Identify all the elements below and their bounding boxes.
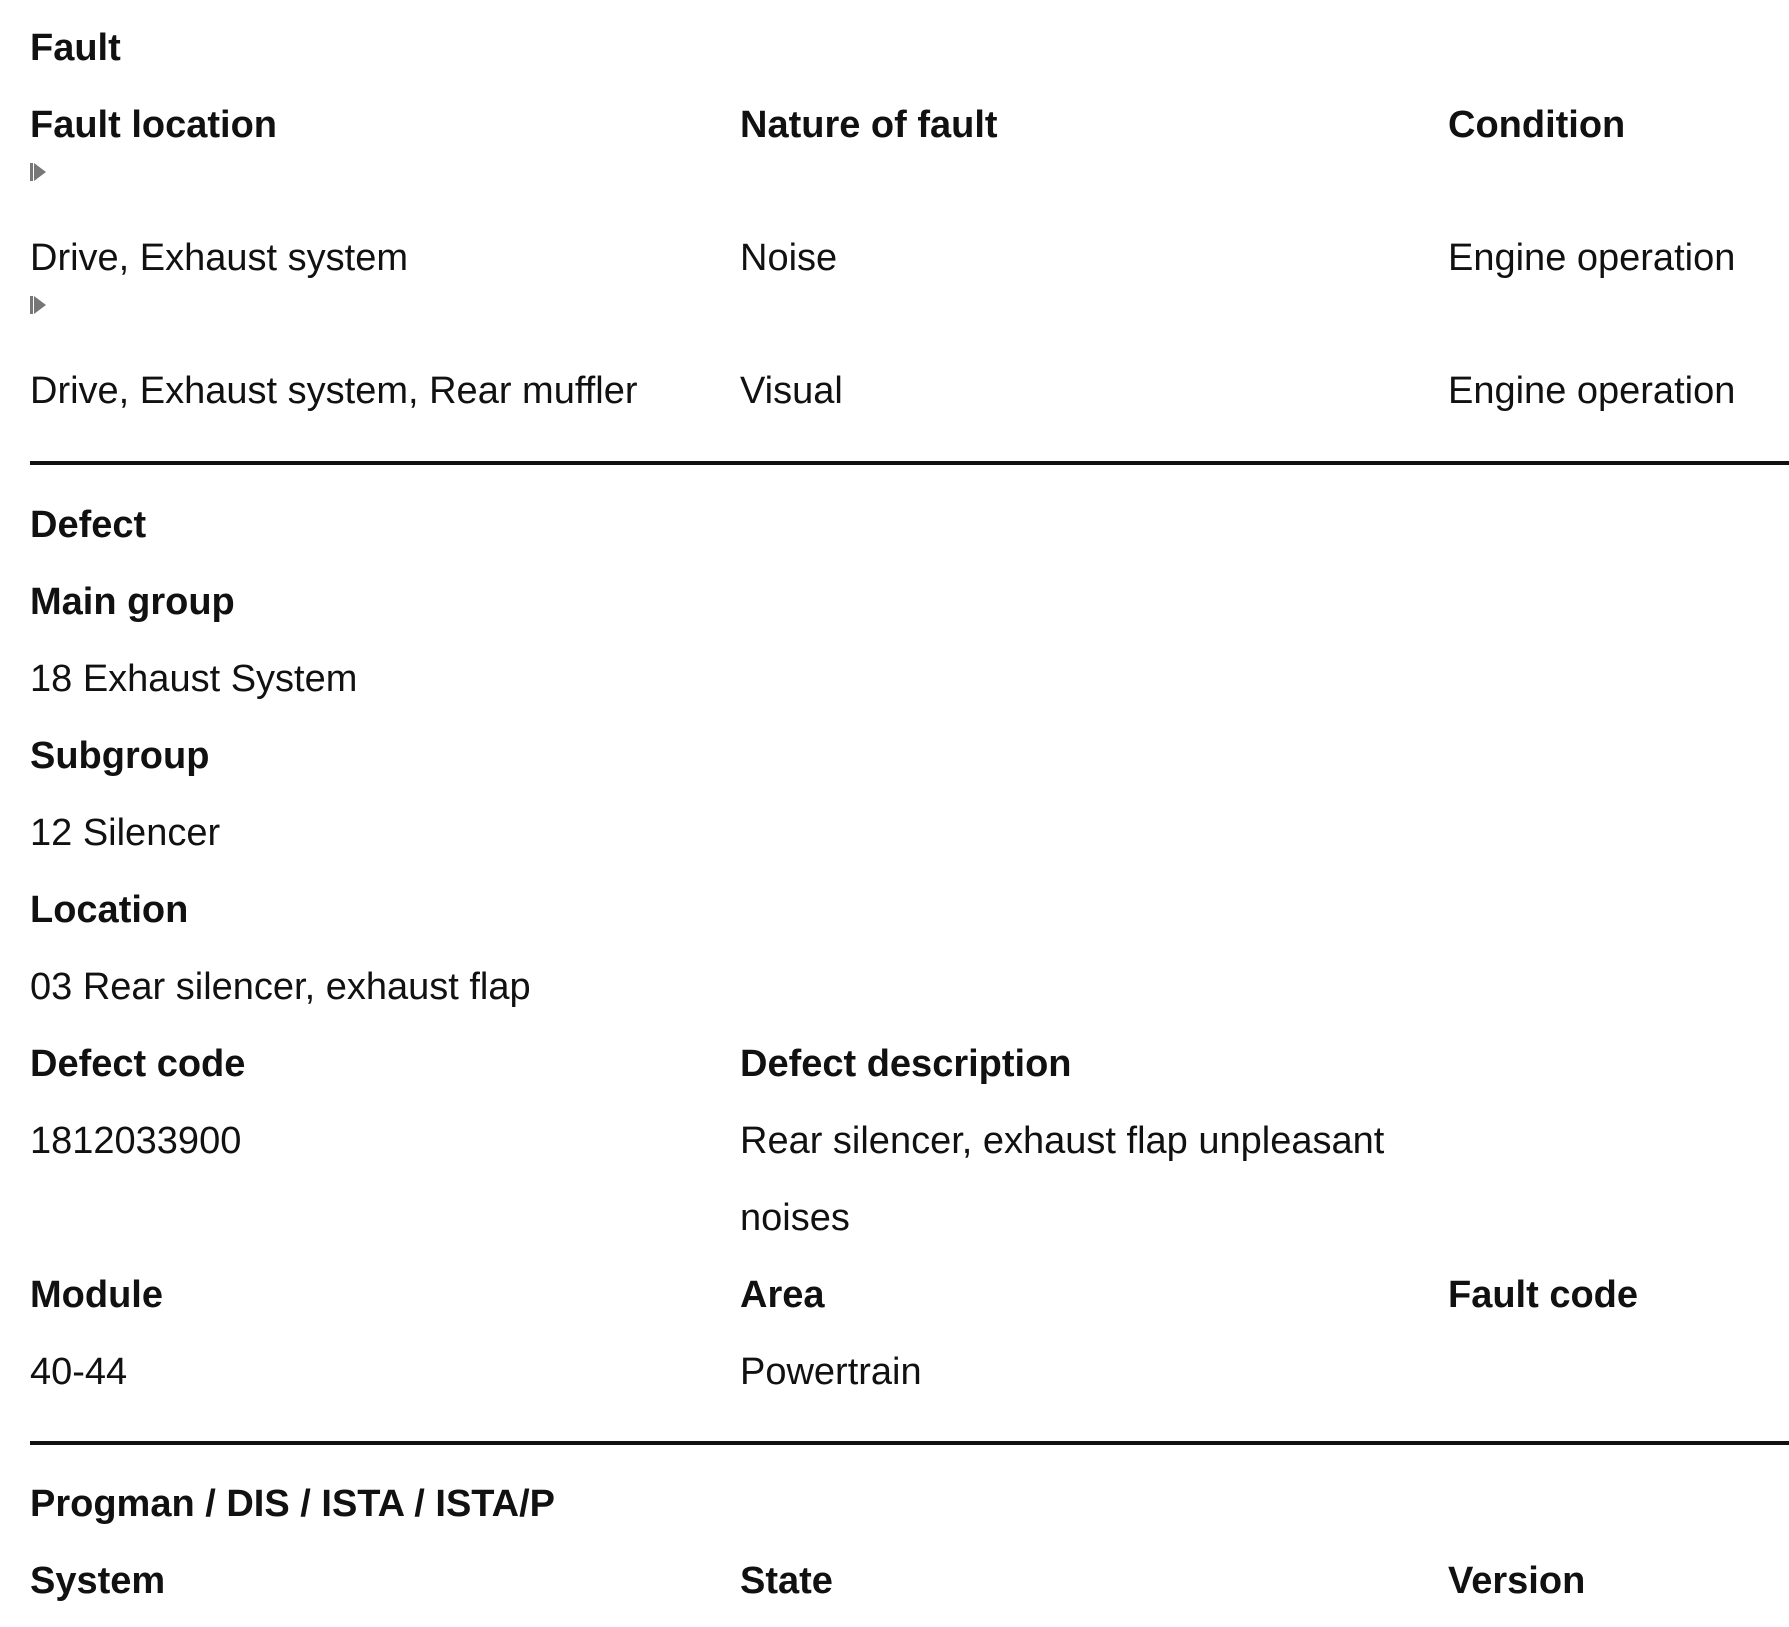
fault-row-2-nature: Visual xyxy=(740,370,843,412)
triangle-right-icon[interactable] xyxy=(34,296,46,314)
fault-section-title: Fault xyxy=(30,27,121,69)
defect-description-line-2: noises xyxy=(740,1197,850,1239)
location-value: 03 Rear silencer, exhaust flap xyxy=(30,966,531,1008)
subgroup-value: 12 Silencer xyxy=(30,812,221,854)
main-group-label: Main group xyxy=(30,581,235,623)
version-header: Version xyxy=(1448,1560,1586,1602)
section-divider xyxy=(30,461,1789,465)
condition-header: Condition xyxy=(1448,104,1626,146)
main-group-value: 18 Exhaust System xyxy=(30,658,358,700)
module-label: Module xyxy=(30,1274,163,1316)
fault-code-label: Fault code xyxy=(1448,1274,1639,1316)
defect-description-line-1: Rear silencer, exhaust flap unpleasant xyxy=(740,1120,1385,1162)
defect-code-value: 1812033900 xyxy=(30,1120,242,1162)
fault-row-1-condition: Engine operation xyxy=(1448,237,1736,279)
section-divider xyxy=(30,1441,1789,1445)
system-header: System xyxy=(30,1560,166,1602)
defect-code-label: Defect code xyxy=(30,1043,246,1085)
area-label: Area xyxy=(740,1274,825,1316)
module-value: 40-44 xyxy=(30,1351,128,1393)
defect-section-title: Defect xyxy=(30,504,147,546)
nature-of-fault-header: Nature of fault xyxy=(740,104,998,146)
fault-location-header: Fault location xyxy=(30,104,277,146)
state-header: State xyxy=(740,1560,833,1602)
area-value: Powertrain xyxy=(740,1351,922,1393)
triangle-right-icon[interactable] xyxy=(34,163,46,181)
fault-row-2-location: Drive, Exhaust system, Rear muffler xyxy=(30,370,638,412)
location-label: Location xyxy=(30,889,189,931)
fault-row-2-condition: Engine operation xyxy=(1448,370,1736,412)
fault-row-1-nature: Noise xyxy=(740,237,838,279)
defect-description-label: Defect description xyxy=(740,1043,1072,1085)
fault-row-1-location: Drive, Exhaust system xyxy=(30,237,408,279)
subgroup-label: Subgroup xyxy=(30,735,210,777)
progman-section-title: Progman / DIS / ISTA / ISTA/P xyxy=(30,1483,556,1525)
